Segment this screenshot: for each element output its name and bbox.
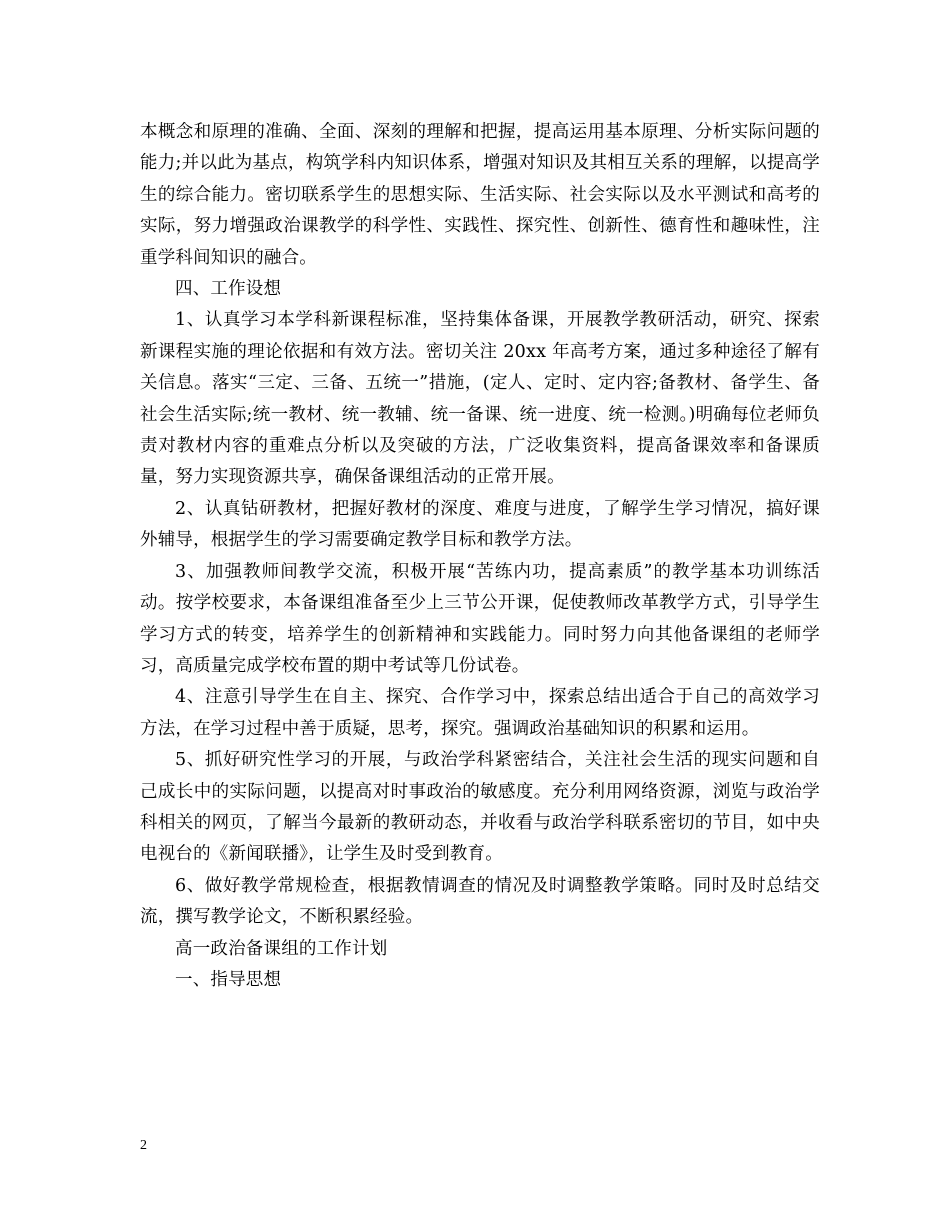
document-subtitle: 高一政治备课组的工作计划 [175,938,388,959]
paragraph-item-3: 3、加强教师间教学交流，积极开展“苦练内功，提高素质”的教学基本功训练活动。按学校要求，本备课组准备至少上三节公开课，促使教师改革教学方式，引导学生学习方式的转变，培养学生的创新精神和实践能力。同时努力向其他备课组的老师学习，高质量完成学校布置的期中考试等几份试卷。 [140,561,820,676]
page-number: 2 [140,1138,147,1153]
document-body [140,117,820,996]
paragraph-item-2: 2、认真钻研教材，把握好教材的深度、难度与进度，了解学生学习情况，搞好课外辅导，根据学生的学习需要确定教学目标和教学方法。 [140,498,820,551]
section-heading-guiding-ideology: 一、指导思想 [175,969,282,990]
paragraph-item-5: 5、抓好研究性学习的开展，与政治学科紧密结合，关注社会生活的现实问题和自己成长中的实际问题，以提高对时事政治的敏感度。充分利用网络资源，浏览与政治学科相关的网页，了解当今最新的教研动态，并收看与政治学科联系密切的节目，如中央电视台的《新闻联播》，让学生及时受到教育。 [140,750,820,865]
section-heading-work-ideas: 四、工作设想 [175,279,282,300]
paragraph-continued-text: 本概念和原理的准确、全面、深刻的理解和把握，提高运用基本原理、分析实际问题的能力;并以此为基点，构筑学科内知识体系，增强对知识及其相互关系的理解，以提高学生的综合能力。密切联系学生的思想实际、生活实际、社会实际以及水平测试和高考的实际，努力增强政治课教学的科学性、实践性、探究性、创新性、德育性和趣味性，注重学科间知识的融合。 [140,122,820,268]
paragraph-item-4: 4、注意引导学生在自主、探究、合作学习中，探索总结出适合于自己的高效学习方法，在学习过程中善于质疑，思考，探究。强调政治基础知识的积累和运用。 [140,687,820,739]
paragraph-item-6: 6、做好教学常规检查，根据教情调查的情况及时调整教学策略。同时及时总结交流，撰写教学论文，不断积累经验。 [140,875,820,928]
paragraph-item-1: 1、认真学习本学科新课程标准，坚持集体备课，开展教学教研活动，研究、探索新课程实施的理论依据和有效方法。密切关注 20xx 年高考方案，通过多种途径了解有关信息。落实“三定、三备、五统一”措施，(定人、定时、定内容;备教材、备学生、备社会生活实际;统一教材、统一教辅、统一备课、统一进度、统一检测。)明确每位老师负责对教材内容的重难点分析以及突破的方法，广泛收集资料，提高备课效率和备课质量，努力实现资源共享，确保备课组活动的正常开展。 [140,310,820,488]
